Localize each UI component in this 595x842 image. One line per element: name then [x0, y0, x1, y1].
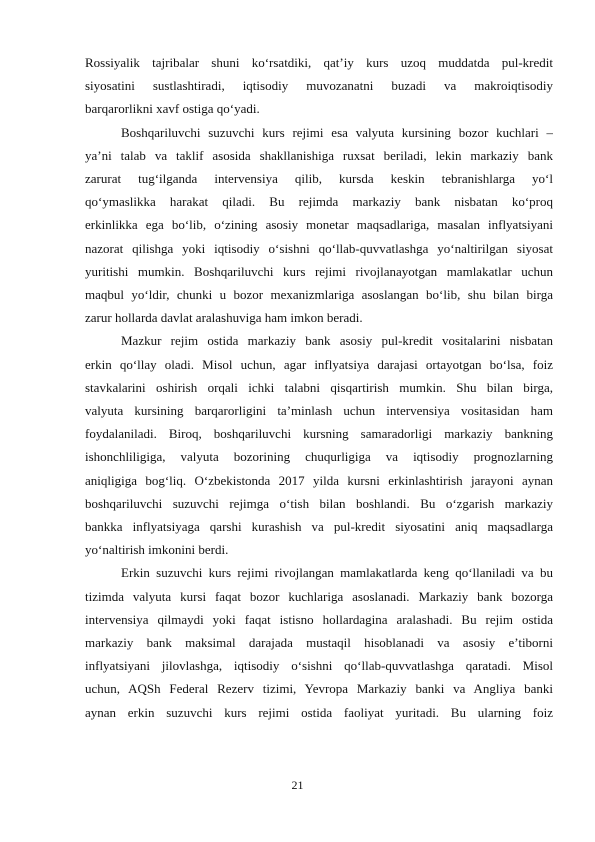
text-line: Erkin suzuvchi kurs rejimi rivojlangan mamlakatlarda keng qo‘llaniladi va bu	[121, 565, 553, 581]
text-line: Rossiyalik tajribalar shuni ko‘rsatdiki, qat’iy kurs uzoq muddatda pul-kredit	[85, 55, 553, 70]
text-line: aniqligiga bog‘liq. O‘zbekistonda 2017 yilda kursni erkinlashtirish jarayoni aynan	[85, 472, 553, 488]
text-line: qo‘ymaslikka harakat qiladi. Bu rejimda markaziy bank nisbatan ko‘proq	[85, 194, 553, 210]
text-line: yuritishi mumkin. Boshqariluvchi kurs rejimi rivojlanayotgan mamlakatlar uchun	[85, 263, 553, 279]
text-line: markaziy bank maksimal darajada mustaqil hisoblanadi va asosiy e’tiborni	[85, 635, 553, 651]
text-line: barqarorlikni xavf ostiga qo‘yadi.	[85, 101, 260, 117]
text-line: boshqariluvchi suzuvchi rejimga o‘tish bilan boshlandi. Bu o‘zgarish markaziy	[85, 495, 553, 511]
text-line: erkinlikka ega bo‘lib, o‘zining asosiy monetar maqsadlariga, masalan inflyatsiyani	[85, 217, 553, 233]
text-line: aynan erkin suzuvchi kurs rejimi ostida faoliyat yuritadi. Bu ularning foiz	[85, 704, 553, 720]
text-line: maqbul yo‘ldir, chunki u bozor mexanizmlariga asoslangan bo‘lib, shu bilan birga	[85, 287, 553, 303]
text-line: foydalaniladi. Biroq, boshqariluvchi kursning samaradorligi markaziy bankning	[85, 426, 553, 442]
text-line: bankka inflyatsiyaga qarshi kurashish va pul-kredit siyosatini aniq maqsadlarga	[85, 519, 553, 535]
paragraph	[85, 51, 553, 121]
text-line: nazorat qilishga yoki iqtisodiy o‘sishni qo‘llab-quvvatlashga yo‘naltirilgan siyosat	[85, 240, 553, 256]
text-line: ishonchliligiga, valyuta bozorining chuqurligiga va iqtisodiy prognozlarning	[85, 449, 553, 465]
text-line: uchun, AQSh Federal Rezerv tizimi, Yevropa Markaziy banki va Angliya banki	[85, 681, 553, 697]
body-text	[85, 51, 553, 724]
page-number: 21	[291, 778, 304, 792]
text-line: zarur hollarda davlat aralashuviga ham imkon beradi.	[85, 310, 363, 326]
text-line: Boshqariluvchi suzuvchi kurs rejimi esa valyuta kursining bozor kuchlari –	[121, 124, 553, 140]
text-line: stavkalarini oshirish orqali ichki talabni qisqartirish mumkin. Shu bilan birga,	[85, 379, 553, 395]
text-line: inflyatsiyani jilovlashga, iqtisodiy o‘sishni qo‘llab-quvvatlashga qaratadi. Misol	[85, 658, 553, 674]
paragraph	[85, 329, 553, 561]
text-line: ya’ni talab va taklif asosida shakllanishiga ruxsat beriladi, lekin markaziy bank	[85, 147, 553, 163]
text-line: siyosatini sustlashtiradi, iqtisodiy muvozanatni buzadi va makroiqtisodiy	[85, 78, 553, 94]
paragraph	[85, 561, 553, 723]
text-line: Mazkur rejim ostida markaziy bank asosiy pul-kredit vositalarini nisbatan	[121, 333, 553, 349]
text-line: erkin qo‘llay oladi. Misol uchun, agar inflyatsiya darajasi ortayotgan bo‘lsa, foiz	[85, 356, 553, 372]
text-line: yo‘naltirish imkonini berdi.	[85, 542, 229, 558]
text-line: zarurat tug‘ilganda intervensiya qilib, kursda keskin tebranishlarga yo‘l	[85, 171, 553, 187]
paragraph	[85, 121, 553, 330]
text-line: tizimda valyuta kursi faqat bozor kuchlariga asoslanadi. Markaziy bank bozorga	[85, 588, 553, 604]
text-line: intervensiya qilmaydi yoki faqat istisno hollardagina aralashadi. Bu rejim ostida	[85, 611, 553, 627]
text-line: valyuta kursining barqarorligini ta’minlash uchun intervensiya vositasidan ham	[85, 403, 553, 419]
